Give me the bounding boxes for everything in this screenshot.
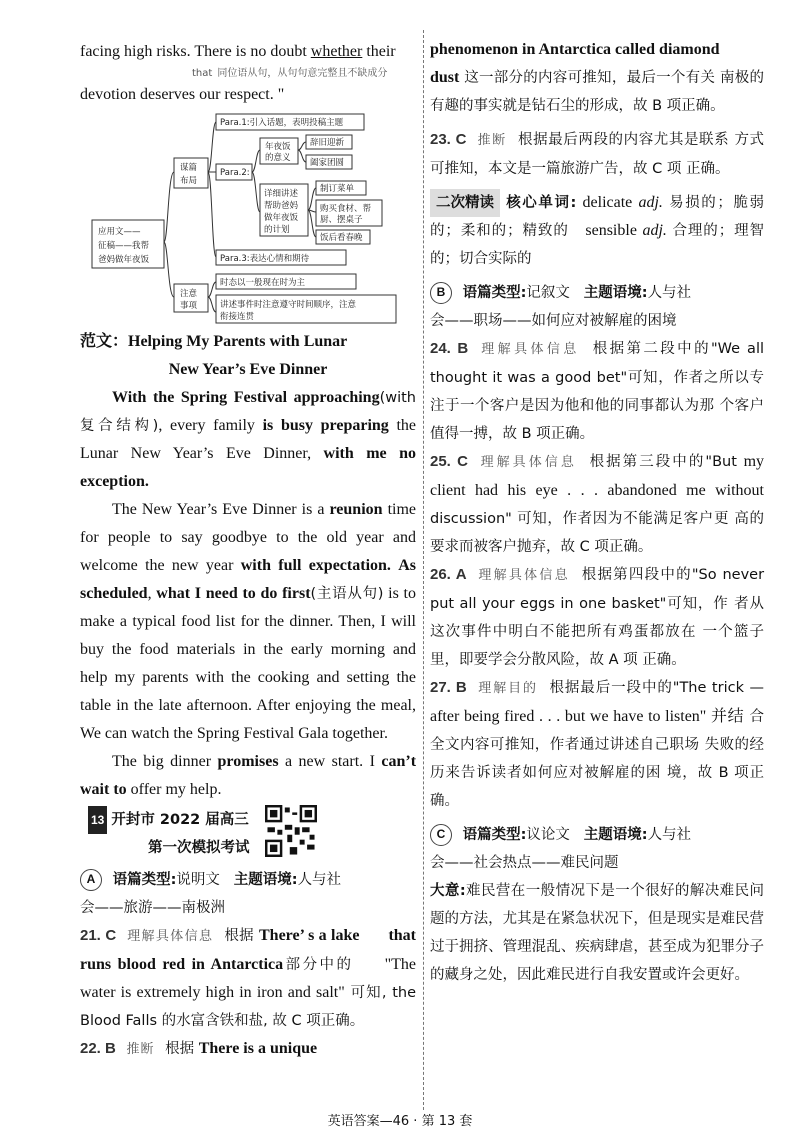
answer-21-e: 项正确。 [306, 1013, 365, 1029]
section-title-2: 第一次模拟考试 [148, 840, 250, 856]
answer-26 [430, 561, 764, 674]
answer-21 [80, 922, 416, 1035]
mind-plan-item-2: 购买食材、帮 [320, 204, 372, 214]
intro-text-1: facing high risks. There is no doubt [80, 43, 307, 60]
answer-21-tag: 理解具体信息 [127, 929, 214, 944]
summary-label: 大意: [430, 883, 466, 899]
page-footer: 英语答案—46 · 第 13 套 [327, 1114, 473, 1129]
essay-p1-s3-bold: with me no [323, 445, 417, 462]
answer-27-c: 合全文内容可推知，作者通过讲述自己职场 [430, 709, 764, 753]
answer-22-bold: There is a unique [198, 1040, 318, 1057]
mind-plan-3: 做年夜饭 [264, 213, 299, 223]
essay-p1-s2: , every family [158, 417, 255, 434]
essay-p1-s2-bold: is busy preparing [262, 417, 389, 434]
passage-a-type: 说明文 [176, 872, 220, 888]
mind-notes-1: 注意 [180, 289, 198, 299]
passage-b-badge: B [430, 282, 452, 304]
answer-21-a: 根据 [224, 928, 255, 944]
essay-p2-g: help my parents with the cooking and setting the [80, 669, 416, 686]
essay-paragraph-2 [80, 496, 416, 748]
essay-p1-s4: exception. [80, 473, 149, 490]
answer-25-a: 根据第三段中的"But [589, 454, 737, 470]
essay-p3-b: offer my help. [130, 781, 222, 798]
essay-p3-a-mid: a new start. I [284, 753, 375, 770]
mind-note-item-2: 讲述事件时注意遵守时间顺序，注意 [220, 300, 357, 310]
column-divider [423, 30, 424, 1110]
essay-p2-d-note: (主语从句) [310, 586, 384, 602]
passage-c-type: 议论文 [526, 827, 570, 843]
answer-24 [430, 335, 764, 448]
answer-24-d: 个客户值得一搏，故 B 项正确。 [430, 398, 765, 442]
essay-p1-note1: (with [379, 390, 416, 406]
essay-p2-c-end: As [398, 557, 416, 574]
answer-21-number: 21. C [80, 927, 117, 944]
essay-p2-a-end: time [387, 501, 417, 518]
vocab-2-def: 合理的； [672, 223, 734, 239]
answer-22-cont-b: 这一部分的内容可推知，最后一个有关 [464, 70, 716, 86]
mind-para2: Para.2: [220, 168, 250, 178]
answer-21-d: 可知, the Blood Falls 的水富含铁和盐, 故 C [80, 985, 417, 1029]
mind-note-item-1: 时态以一般现在时为主 [220, 278, 306, 288]
answer-24-number: 24. B [430, 340, 469, 357]
mind-note-item-3: 衔接连贯 [220, 312, 255, 322]
answer-26-d: 一个篮子里，即要学会分散风险，故 A 项 [430, 624, 765, 668]
essay-p2-c-bold: with full expectation. [240, 557, 391, 574]
answer-26-a: 根据第四段中的"So [581, 567, 717, 583]
passage-a-theme-label: 主题语境: [233, 872, 298, 888]
vocab-1-def2: 弱的；柔和的；精致的 [430, 195, 765, 239]
intro-note-that: that [192, 68, 213, 79]
passage-b-theme-label: 主题语境: [583, 285, 648, 301]
essay-p2-d-bold: scheduled [80, 585, 148, 602]
passage-b-header [430, 279, 764, 307]
passage-c-theme: 人与社 [647, 827, 692, 843]
answer-22-cont [430, 64, 764, 120]
section-title-1: 开封市 2022 届高三 [111, 812, 249, 828]
intro-line-2: devotion deserves our respect. " [80, 86, 285, 103]
mind-structure-2: 布局 [180, 176, 198, 186]
essay-p3-b-bold: wait to [80, 781, 127, 798]
essay-p2-i: We can watch the Spring Festival Gala together. [80, 725, 388, 742]
left-column [80, 0, 416, 109]
answer-27-a: 根据最后一段中的"The trick — [549, 680, 765, 696]
intro-whether: whether [310, 43, 363, 60]
mind-plan-1: 详细讲述 [264, 189, 299, 199]
answer-25-d: 高的要求而被客户抛弃，故 C 项正确。 [430, 511, 765, 555]
intro-note-line [192, 64, 416, 81]
answer-26-number: 26. A [430, 566, 467, 583]
essay-p3-a-bold: promises [217, 753, 279, 770]
answer-23-c: 正确。 [685, 161, 730, 177]
answer-27-e: 境，故 B 项正确。 [430, 765, 765, 809]
passage-c-header [430, 821, 764, 849]
answer-24-c: 注于一个客户是因为他和他的同事都认为那 [430, 398, 715, 414]
summary-d: 为犯罪分子的藏身之处，因此难民进行自我安置 [430, 939, 765, 983]
passage-b-theme: 人与社 [647, 285, 692, 301]
essay-p2-a-bold: reunion [329, 501, 383, 518]
essay-paragraph-1 [80, 384, 416, 496]
answer-25-c: discussion" 可知，作者因为不能满足客户更 [430, 511, 730, 527]
answer-26-c: 者从这次事件中明白不能把所有鸡蛋都放在 [430, 596, 765, 640]
mind-meaning-1: 年夜饭 [265, 142, 291, 152]
intro-note: 同位语从句，从句句意完整且不缺成分 [217, 68, 388, 79]
mind-para1: Para.1:引入话题，表明投稿主题 [220, 118, 344, 128]
essay-p3-a: The big dinner [112, 753, 212, 770]
mind-map [90, 112, 400, 334]
passage-b-type-label: 语篇类型: [462, 285, 527, 301]
passage-b-type: 记叙文 [526, 285, 570, 301]
answer-22-a: 根据 [165, 1041, 195, 1057]
answer-23-number: 23. C [430, 131, 467, 148]
essay-p1-note2: 复合结构) [80, 418, 159, 434]
answer-23-tag: 推断 [477, 133, 507, 148]
vocab-2-pos: adj. [642, 222, 667, 239]
essay-p2-a: The New Year’s Eve Dinner is a [112, 501, 325, 518]
answer-25-number: 25. C [430, 453, 468, 470]
essay-title-2: New Year’s Eve Dinner [168, 361, 328, 378]
essay-p2-e: to make a typical food list for the dinner. Then, I [80, 585, 416, 630]
passage-a-theme-2: 会——旅游——南极洲 [80, 900, 225, 916]
answer-27-tag: 理解目的 [478, 681, 538, 696]
answer-22-cont-bold1: phenomenon in Antarctica called diamond [430, 41, 720, 58]
reread-label: 二次精读 [430, 189, 500, 217]
mind-root-1: 应用文—— [98, 227, 141, 237]
right-column [430, 0, 764, 989]
essay-p3-a-bold2: can’t [381, 753, 417, 770]
answer-22-cont-c: 南极的有趣的事实就是钻石尘的形成，故 B [430, 70, 765, 114]
passage-a-header [80, 866, 416, 894]
mind-plan-item-1: 制订菜单 [320, 184, 355, 194]
mind-meaning-2: 的意义 [265, 153, 291, 163]
essay-p2-f: will buy the food materials in the early morning and [80, 613, 416, 658]
intro-their: their [366, 43, 396, 60]
essay-p1-s2-end: the [396, 417, 417, 434]
mind-structure-1: 谋篇 [180, 163, 198, 173]
mind-plan-2: 帮助爸妈 [264, 201, 299, 211]
answer-23-a: 根据最后两段的内容尤其是联系 [518, 132, 730, 148]
vocab-1-pos: adj. [638, 194, 663, 211]
vocab-2-def2: 理智的；切合实际的 [430, 223, 765, 267]
answer-24-tag: 理解具体信息 [481, 342, 580, 357]
answer-24-b: thought it was a good bet"可知，作者之所以专 [430, 370, 764, 386]
answer-22 [80, 1035, 416, 1064]
essay-p1-s3: Lunar New Year’s Eve Dinner, [80, 445, 312, 462]
answer-26-tag: 理解具体信息 [478, 568, 570, 583]
vocab-1-def: 易损的；脆 [669, 195, 750, 211]
passage-c-type-label: 语篇类型: [462, 827, 527, 843]
essay-title-1: 范文：Helping My Parents with Lunar [80, 333, 348, 350]
section-heading-1 [88, 806, 416, 834]
essay-p2-c: welcome the new year [80, 557, 234, 574]
answer-22-number: 22. B [80, 1040, 116, 1057]
summary-a: 难民营在一般情况下是一个很好的解决难 [465, 883, 735, 899]
mind-root-2: 征稿——我帮 [98, 241, 150, 251]
answer-25-b: my client had his eye . . . abandoned me without [430, 453, 765, 499]
mind-meaning-item-1: 辞旧迎新 [310, 138, 345, 148]
answer-27-b: after being fired . . . but we have to listen" 并结 [430, 708, 745, 725]
mind-meaning-item-2: 阖家团圆 [310, 158, 345, 168]
left-column-body [80, 328, 416, 1064]
passage-c-theme-2: 会——社会热点——难民问题 [430, 855, 619, 871]
answer-22-tag: 推断 [126, 1042, 155, 1057]
passage-c-summary [430, 877, 764, 989]
reread-section [430, 189, 764, 273]
passage-a-badge: A [80, 869, 102, 891]
essay-paragraph-3 [80, 748, 416, 804]
answer-21-bold1: There’ s a lake [259, 927, 360, 944]
mind-notes-2: 事项 [180, 301, 198, 311]
summary-e: 或许会更好。 [662, 967, 749, 983]
essay-p2-d-bold2: what I need to do first [156, 585, 311, 602]
answer-25-tag: 理解具体信息 [480, 455, 577, 470]
essay-p2-b: for people to say goodbye to the old year and [80, 529, 416, 546]
vocab-1: delicate [582, 194, 633, 211]
passage-c-theme-label: 主题语境: [583, 827, 648, 843]
qr-code [265, 805, 317, 857]
vocab-label: 核心单词: [506, 195, 577, 211]
answer-22-cont-d: 项正确。 [666, 98, 725, 114]
answer-26-e: 正确。 [642, 652, 686, 668]
answer-27 [430, 674, 764, 815]
answer-21-b: 部分中的 [283, 957, 354, 973]
essay-p1-s1: With the Spring Festival approaching [112, 389, 380, 406]
answer-21-bold2: that runs blood red in Antarctica [80, 927, 417, 973]
answer-23-b: 方式可推知，本文是一篇旅游广告，故 C 项 [430, 132, 765, 177]
summary-b: 民问题的方法，尤其是在紧急状况下，但是现实 [430, 883, 764, 927]
mind-plan-4: 的计划 [264, 225, 290, 235]
passage-b-theme-2: 会——职场——如何应对被解雇的困境 [430, 313, 677, 329]
summary-c: 是难民营过于拥挤、管理混乱、疾病肆虐，甚至成 [430, 911, 765, 955]
passage-a-type-label: 语篇类型: [112, 872, 177, 888]
essay-p2-d-end: is [388, 585, 399, 602]
answer-25 [430, 448, 764, 561]
vocab-2: sensible [585, 222, 637, 239]
mind-plan-item-4: 饭后看春晚 [320, 233, 363, 243]
section-number: 13 [88, 806, 107, 834]
essay-p2-h: table in the late afternoon. After enjoying the meal, [80, 697, 416, 714]
answer-22-cont-bold2: dust [430, 69, 460, 86]
passage-a-theme: 人与社 [297, 872, 342, 888]
mind-para3: Para.3:表达心情和期待 [220, 254, 310, 264]
answer-21-c: "The water is extremely high in iron and salt" [80, 956, 417, 1001]
answer-23 [430, 126, 764, 183]
answer-26-b: never put all your eggs in one basket"可知，作 [430, 567, 765, 612]
intro-line-1 [80, 38, 416, 66]
answer-27-number: 27. B [430, 679, 467, 696]
mind-root-3: 爸妈做年夜饭 [98, 255, 150, 265]
answer-24-a: 根据第二段中的"We all [592, 341, 765, 357]
passage-c-badge: C [430, 824, 452, 846]
answer-27-d: 失败的经历来告诉读者如何应对被解雇的困 [430, 737, 765, 781]
essay-p2-d-mid: , [147, 585, 152, 602]
mind-plan-item-3: 厨、摆桌子 [320, 215, 363, 225]
